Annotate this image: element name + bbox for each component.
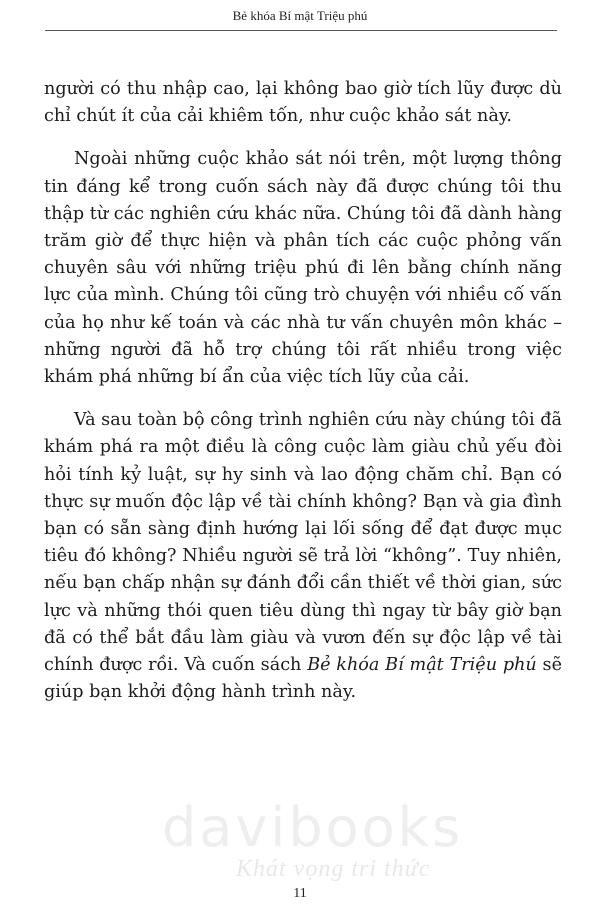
running-header: Bẻ khóa Bí mật Triệu phú [232, 8, 368, 23]
watermark-logo: davibooks [162, 796, 464, 859]
page-number: 11 [293, 886, 307, 901]
paragraph-1: người có thu nhập cao, lại không bao giờ tích lũy được dù chỉ chút ít của cải khiêm tốn, như cuộc khảo sát này. [44, 79, 562, 127]
page-body [44, 76, 562, 722]
paragraph-3-text-a: Và sau toàn bộ công trình nghiên cứu này chúng tôi đã khám phá ra một điều là công cuộc làm giàu chủ yếu đòi hỏi tính kỷ luật, sự hy sinh và lao động chăm chỉ. Bạn có thực sự muốn độc lập về tài chính không? Bạn và gia đình bạn có sẵn sàng định hướng lại lối sống để đạt được mục tiêu đó không? Nhiều người sẽ trả lời “không”. Tuy nhiên, nếu bạn chấp nhận sự đánh đổi cần thiết về thời gian, sức lực và những thói quen tiêu dùng thì ngay từ bây giờ bạn đã có thể bắt đầu làm giàu và vươn đến sự độc lập về tài chính được rồi. Và cuốn sách [44, 410, 562, 676]
paragraph-3-text-b: sẽ giúp bạn khởi động hành trình này. [44, 655, 562, 703]
paragraph-2: Ngoài những cuộc khảo sát nói trên, một lượng thông tin đáng kể trong cuốn sách này đã được chúng tôi thu thập từ các nghiên cứu khác nữa. Chúng tôi đã dành hàng trăm giờ để thực hiện và phân tích các cuộc phỏng vấn chuyên sâu với những triệu phú đi lên bằng chính năng lực của mình. Chúng tôi cũng trò chuyện với nhiều cố vấn của họ như kế toán và các nhà tư vấn chuyên môn khác – những người đã hỗ trợ chúng tôi rất nhiều trong việc khám phá những bí ẩn của việc tích lũy của cải. [44, 149, 562, 388]
watermark-tagline: Khát vọng tri thức [236, 856, 431, 882]
header-rule [45, 30, 557, 31]
book-title-italic: Bẻ khóa Bí mật Triệu phú [307, 655, 537, 676]
paragraph-3 [44, 407, 562, 706]
